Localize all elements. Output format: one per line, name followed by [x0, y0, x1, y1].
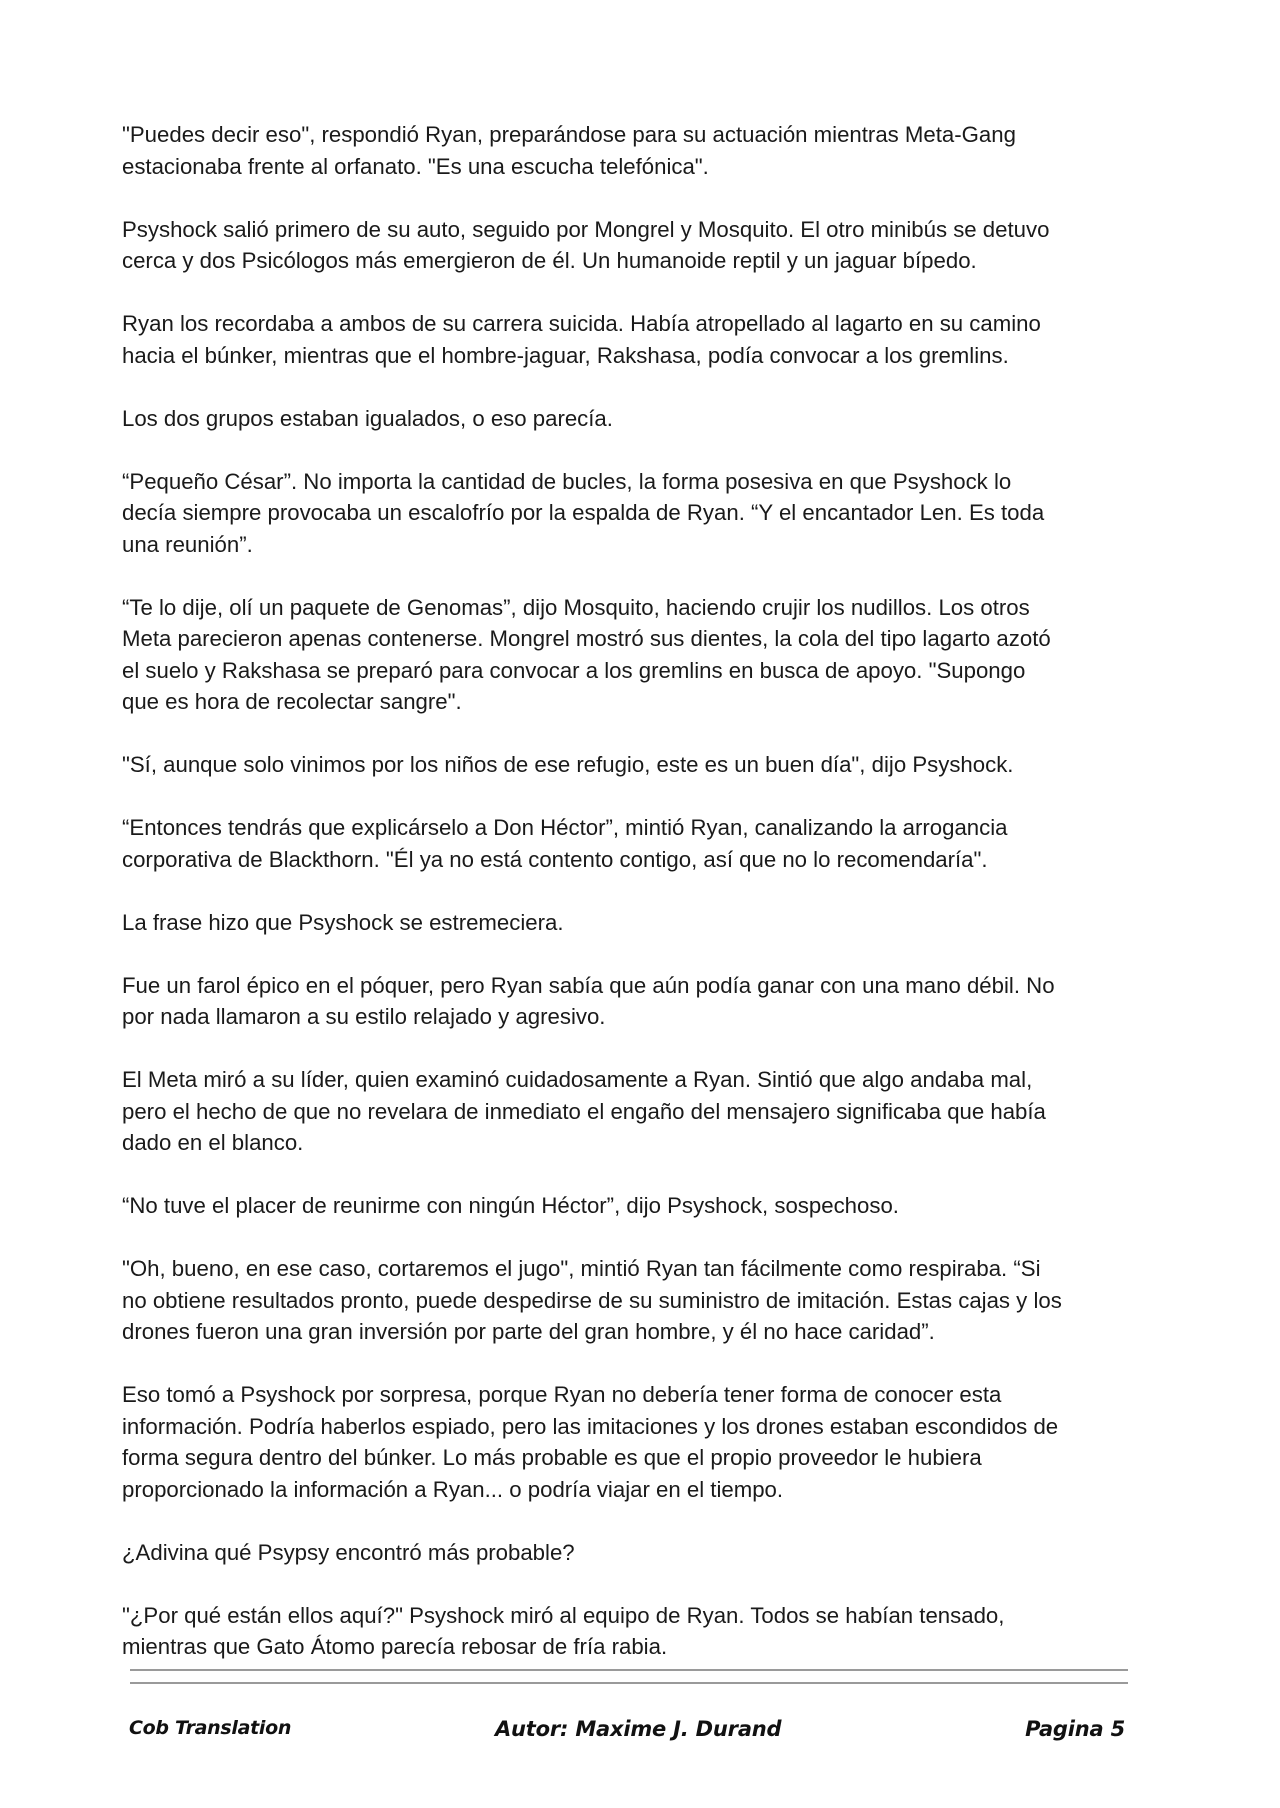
- paragraph: Psyshock salió primero de su auto, seguido por Mongrel y Mosquito. El otro minibús se detuvo cerca y dos Psicólogos más emergieron de él. Un humanoide reptil y un jaguar bípedo.: [122, 216, 1050, 273]
- paragraph: Los dos grupos estaban igualados, o eso parecía.: [122, 405, 613, 431]
- paragraph: “No tuve el placer de reunirme con ningún Héctor”, dijo Psyshock, sospechoso.: [122, 1193, 899, 1218]
- body-text: [122, 119, 1140, 1663]
- footer-page-number: Pagina 5: [1025, 1717, 1125, 1741]
- paragraph: "Puedes decir eso", respondió Ryan, preparándose para su actuación mientras Meta-Gang estacionaba frente al orfanato. "Es una escucha telefónica".: [122, 122, 1016, 179]
- paragraph: “Entonces tendrás que explicárselo a Don Héctor”, mintió Ryan, canalizando la arrogancia corporativa de Blackthorn. "Él ya no está contento contigo, así que no lo recomendaría".: [122, 815, 1008, 872]
- paragraph: "Sí, aunque solo vinimos por los niños de ese refugio, este es un buen día", dijo Psyshock.: [122, 752, 1014, 777]
- paragraph: El Meta miró a su líder, quien examinó cuidadosamente a Ryan. Sintió que algo andaba mal, pero el hecho de que no revelara de inmediato el engaño del mensajero significaba que había dado en el blanco.: [122, 1067, 1046, 1155]
- paragraph: Eso tomó a Psyshock por sorpresa, porque Ryan no debería tener forma de conocer esta información. Podría haberlos espiado, pero las imitaciones y los drones estaban escondidos de forma segura dentro del búnker. Lo más probable es que el propio proveedor le hubiera proporcionado la información a Ryan... o podría viajar en el tiempo.: [122, 1382, 1059, 1502]
- paragraph: ¿Adivina qué Psypsy encontró más probable?: [122, 1539, 575, 1565]
- paragraph: “Te lo dije, olí un paquete de Genomas”, dijo Mosquito, haciendo crujir los nudillos. Los otros Meta parecieron apenas contenerse. Mongrel mostró sus dientes, la cola del tipo lagarto azotó el suelo y Rakshasa se preparó para convocar a los gremlins en busca de apoyo. "Supongo que es hora de recolectar sangre".: [122, 594, 1051, 714]
- paragraph: Fue un farol épico en el póquer, pero Ryan sabía que aún podía ganar con una mano débil. No por nada llamaron a su estilo relajado y agresivo.: [122, 972, 1055, 1029]
- paragraph: “Pequeño César”. No importa la cantidad de bucles, la forma posesiva en que Psyshock lo decía siempre provocaba un escalofrío por la espalda de Ryan. “Y el encantador Len. Es toda una reunión”.: [122, 468, 1045, 557]
- paragraph: La frase hizo que Psyshock se estremeciera.: [122, 909, 564, 935]
- footer-author: Autor: Maxime J. Durand: [495, 1717, 782, 1741]
- footer-translator: Cob Translation: [129, 1717, 292, 1739]
- footer-divider-top: [130, 1669, 1128, 1671]
- paragraph: Ryan los recordaba a ambos de su carrera suicida. Había atropellado al lagarto en su camino hacia el búnker, mientras que el hombre-jaguar, Rakshasa, podía convocar a los gremlins.: [122, 311, 1041, 368]
- footer-divider-bottom: [130, 1682, 1128, 1684]
- paragraph: "Oh, bueno, en ese caso, cortaremos el jugo", mintió Ryan tan fácilmente como respiraba. “Si no obtiene resultados pronto, puede despedirse de su suministro de imitación. Estas cajas y los drones fueron una gran inversión por parte del gran hombre, y él no hace caridad”.: [122, 1256, 1062, 1344]
- paragraph: "¿Por qué están ellos aquí?" Psyshock miró al equipo de Ryan. Todos se habían tensado, mientras que Gato Átomo parecía rebosar de fría rabia.: [122, 1602, 1005, 1659]
